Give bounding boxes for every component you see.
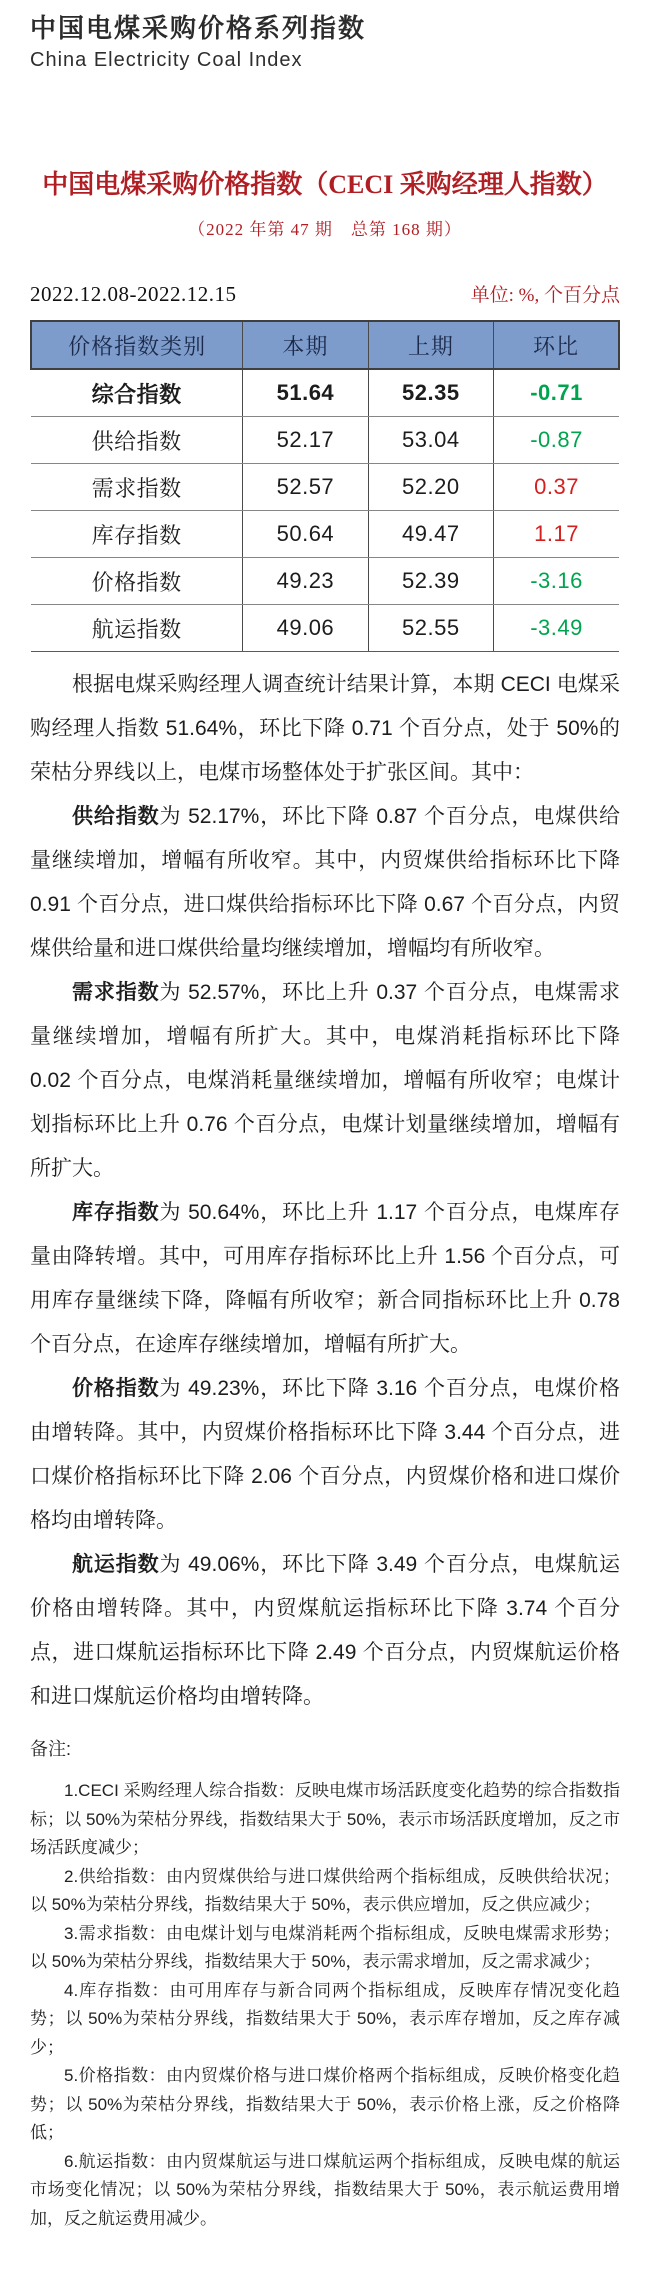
issue-line: （2022 年第 47 期 总第 168 期） <box>188 220 462 239</box>
mom-cell: -3.16 <box>494 558 619 605</box>
note-item-6: 6.航运指数：由内贸煤航运与进口煤航运两个指标组成，反映电煤的航运市场变化情况；以 50%为荣枯分界线，指数结果大于 50%，表示航运费用增加，反之航运费用减少。 <box>30 2151 620 2228</box>
paragraph-lead: 需求指数 <box>72 981 160 1004</box>
header-category: 价格指数类别 <box>31 321 243 369</box>
paragraph-demand <box>30 971 620 1191</box>
previous-cell: 52.55 <box>368 605 493 652</box>
category-cell: 供给指数 <box>31 417 243 464</box>
paragraph-lead: 供给指数 <box>72 805 160 828</box>
paragraph-inventory <box>30 1191 620 1367</box>
analysis-section <box>30 663 620 1719</box>
category-cell: 航运指数 <box>31 605 243 652</box>
paragraph-overview <box>30 663 620 795</box>
previous-cell: 52.20 <box>368 464 493 511</box>
note-item-3: 3.需求指数：由电煤计划与电煤消耗两个指标组成，反映电煤需求形势；以 50%为荣枯分界线，指数结果大于 50%，表示需求增加，反之需求减少； <box>30 1923 620 1971</box>
paragraph-text: 为 52.17%，环比下降 0.87 个百分点，电煤供给量继续增加，增幅有所收窄。其中，内贸煤供给指标环比下降 0.91 个百分点，进口煤供给指标环比下降 0.67 个百分点，内贸煤供给量和进口煤供给量均继续增加，增幅均有所收窄。 <box>30 805 620 960</box>
current-cell: 49.06 <box>243 605 368 652</box>
category-cell: 综合指数 <box>31 369 243 417</box>
paragraph-lead: 价格指数 <box>72 1377 160 1400</box>
paragraph-lead: 航运指数 <box>72 1553 160 1576</box>
current-cell: 51.64 <box>243 369 368 417</box>
note-item-5: 5.价格指数：由内贸煤价格与进口煤价格两个指标组成，反映价格变化趋势；以 50%为荣枯分界线，指数结果大于 50%，表示价格上涨，反之价格降低； <box>30 2066 620 2142</box>
masthead <box>30 10 620 72</box>
previous-cell: 52.35 <box>368 369 493 417</box>
table-row-supply <box>31 417 619 464</box>
category-cell: 库存指数 <box>31 511 243 558</box>
mom-cell: -0.87 <box>494 417 619 464</box>
table-row-price <box>31 558 619 605</box>
previous-cell: 49.47 <box>368 511 493 558</box>
table-row-composite <box>31 369 619 417</box>
table-row-demand <box>31 464 619 511</box>
mom-cell: -0.71 <box>494 369 619 417</box>
report-title: 中国电煤采购价格指数（CECI 采购经理人指数） <box>42 170 608 199</box>
previous-cell: 52.39 <box>368 558 493 605</box>
note-item-2: 2.供给指数：由内贸煤供给与进口煤供给两个指标组成，反映供给状况；以 50%为荣枯分界线，指数结果大于 50%，表示供应增加，反之供应减少； <box>30 1866 620 1914</box>
notes-label: 备注: <box>30 1739 72 1759</box>
table-header-row <box>31 321 619 369</box>
period-range: 2022.12.08-2022.12.15 <box>30 282 237 306</box>
table-row-shipping <box>31 605 619 652</box>
paragraph-price <box>30 1367 620 1543</box>
paragraph-text: 为 50.64%，环比上升 1.17 个百分点，电煤库存量由降转增。其中，可用库存指标环比上升 1.56 个百分点，可用库存量继续下降，降幅有所收窄；新合同指标环比上升 0.78 个百分点，在途库存继续增加，增幅有所扩大。 <box>30 1201 620 1356</box>
category-cell: 需求指数 <box>31 464 243 511</box>
paragraph-text: 为 52.57%，环比上升 0.37 个百分点，电煤需求量继续增加，增幅有所扩大。其中，电煤消耗指标环比下降 0.02 个百分点，电煤消耗量继续增加，增幅有所收窄；电煤计划指标环比上升 0.76 个百分点，电煤计划量继续增加，增幅有所扩大。 <box>30 981 620 1180</box>
previous-cell: 53.04 <box>368 417 493 464</box>
current-cell: 52.17 <box>243 417 368 464</box>
meta-row <box>30 280 620 307</box>
mom-cell: -3.49 <box>494 605 619 652</box>
header-previous: 上期 <box>368 321 493 369</box>
mom-cell: 0.37 <box>494 464 619 511</box>
current-cell: 49.23 <box>243 558 368 605</box>
header-mom: 环比 <box>494 321 619 369</box>
paragraph-text: 为 49.06%，环比下降 3.49 个百分点，电煤航运价格由增转降。其中，内贸煤航运指标环比下降 3.74 个百分点，进口煤航运指标环比下降 2.49 个百分点，内贸煤航运价格和进口煤航运价格均由增转降。 <box>30 1553 620 1708</box>
unit-label: 单位: %, 个百分点 <box>470 285 620 306</box>
paragraph-text: 根据电煤采购经理人调查统计结果计算，本期 CECI 电煤采购经理人指数 51.64%，环比下降 0.71 个百分点，处于 50%的荣枯分界线以上，电煤市场整体处于扩张区间。其中： <box>30 673 620 784</box>
note-item-4: 4.库存指数：由可用库存与新合同两个指标组成，反映库存情况变化趋势；以 50%为荣枯分界线，指数结果大于 50%，表示库存增加，反之库存减少； <box>30 1980 620 2057</box>
paragraph-lead: 库存指数 <box>72 1201 160 1224</box>
masthead-title-cn: 中国电煤采购价格系列指数 <box>30 13 367 43</box>
mom-cell: 1.17 <box>494 511 619 558</box>
notes-section <box>30 1735 620 2233</box>
paragraph-text: 为 49.23%，环比下降 3.16 个百分点，电煤价格由增转降。其中，内贸煤价格指标环比下降 3.44 个百分点，进口煤价格指标环比下降 2.06 个百分点，内贸煤价格和进口煤价格均由增转降。 <box>30 1377 620 1532</box>
masthead-title-en: China Electricity Coal Index <box>30 49 303 71</box>
table-row-inventory <box>31 511 619 558</box>
paragraph-shipping <box>30 1543 620 1719</box>
current-cell: 52.57 <box>243 464 368 511</box>
index-table <box>30 320 620 652</box>
note-item-1: 1.CECI 采购经理人综合指数：反映电煤市场活跃度变化趋势的综合指数指标；以 50%为荣枯分界线，指数结果大于 50%，表示市场活跃度增加，反之市场活跃度减少； <box>30 1781 620 1857</box>
paragraph-supply <box>30 795 620 971</box>
current-cell: 50.64 <box>243 511 368 558</box>
header-current: 本期 <box>243 321 368 369</box>
category-cell: 价格指数 <box>31 558 243 605</box>
